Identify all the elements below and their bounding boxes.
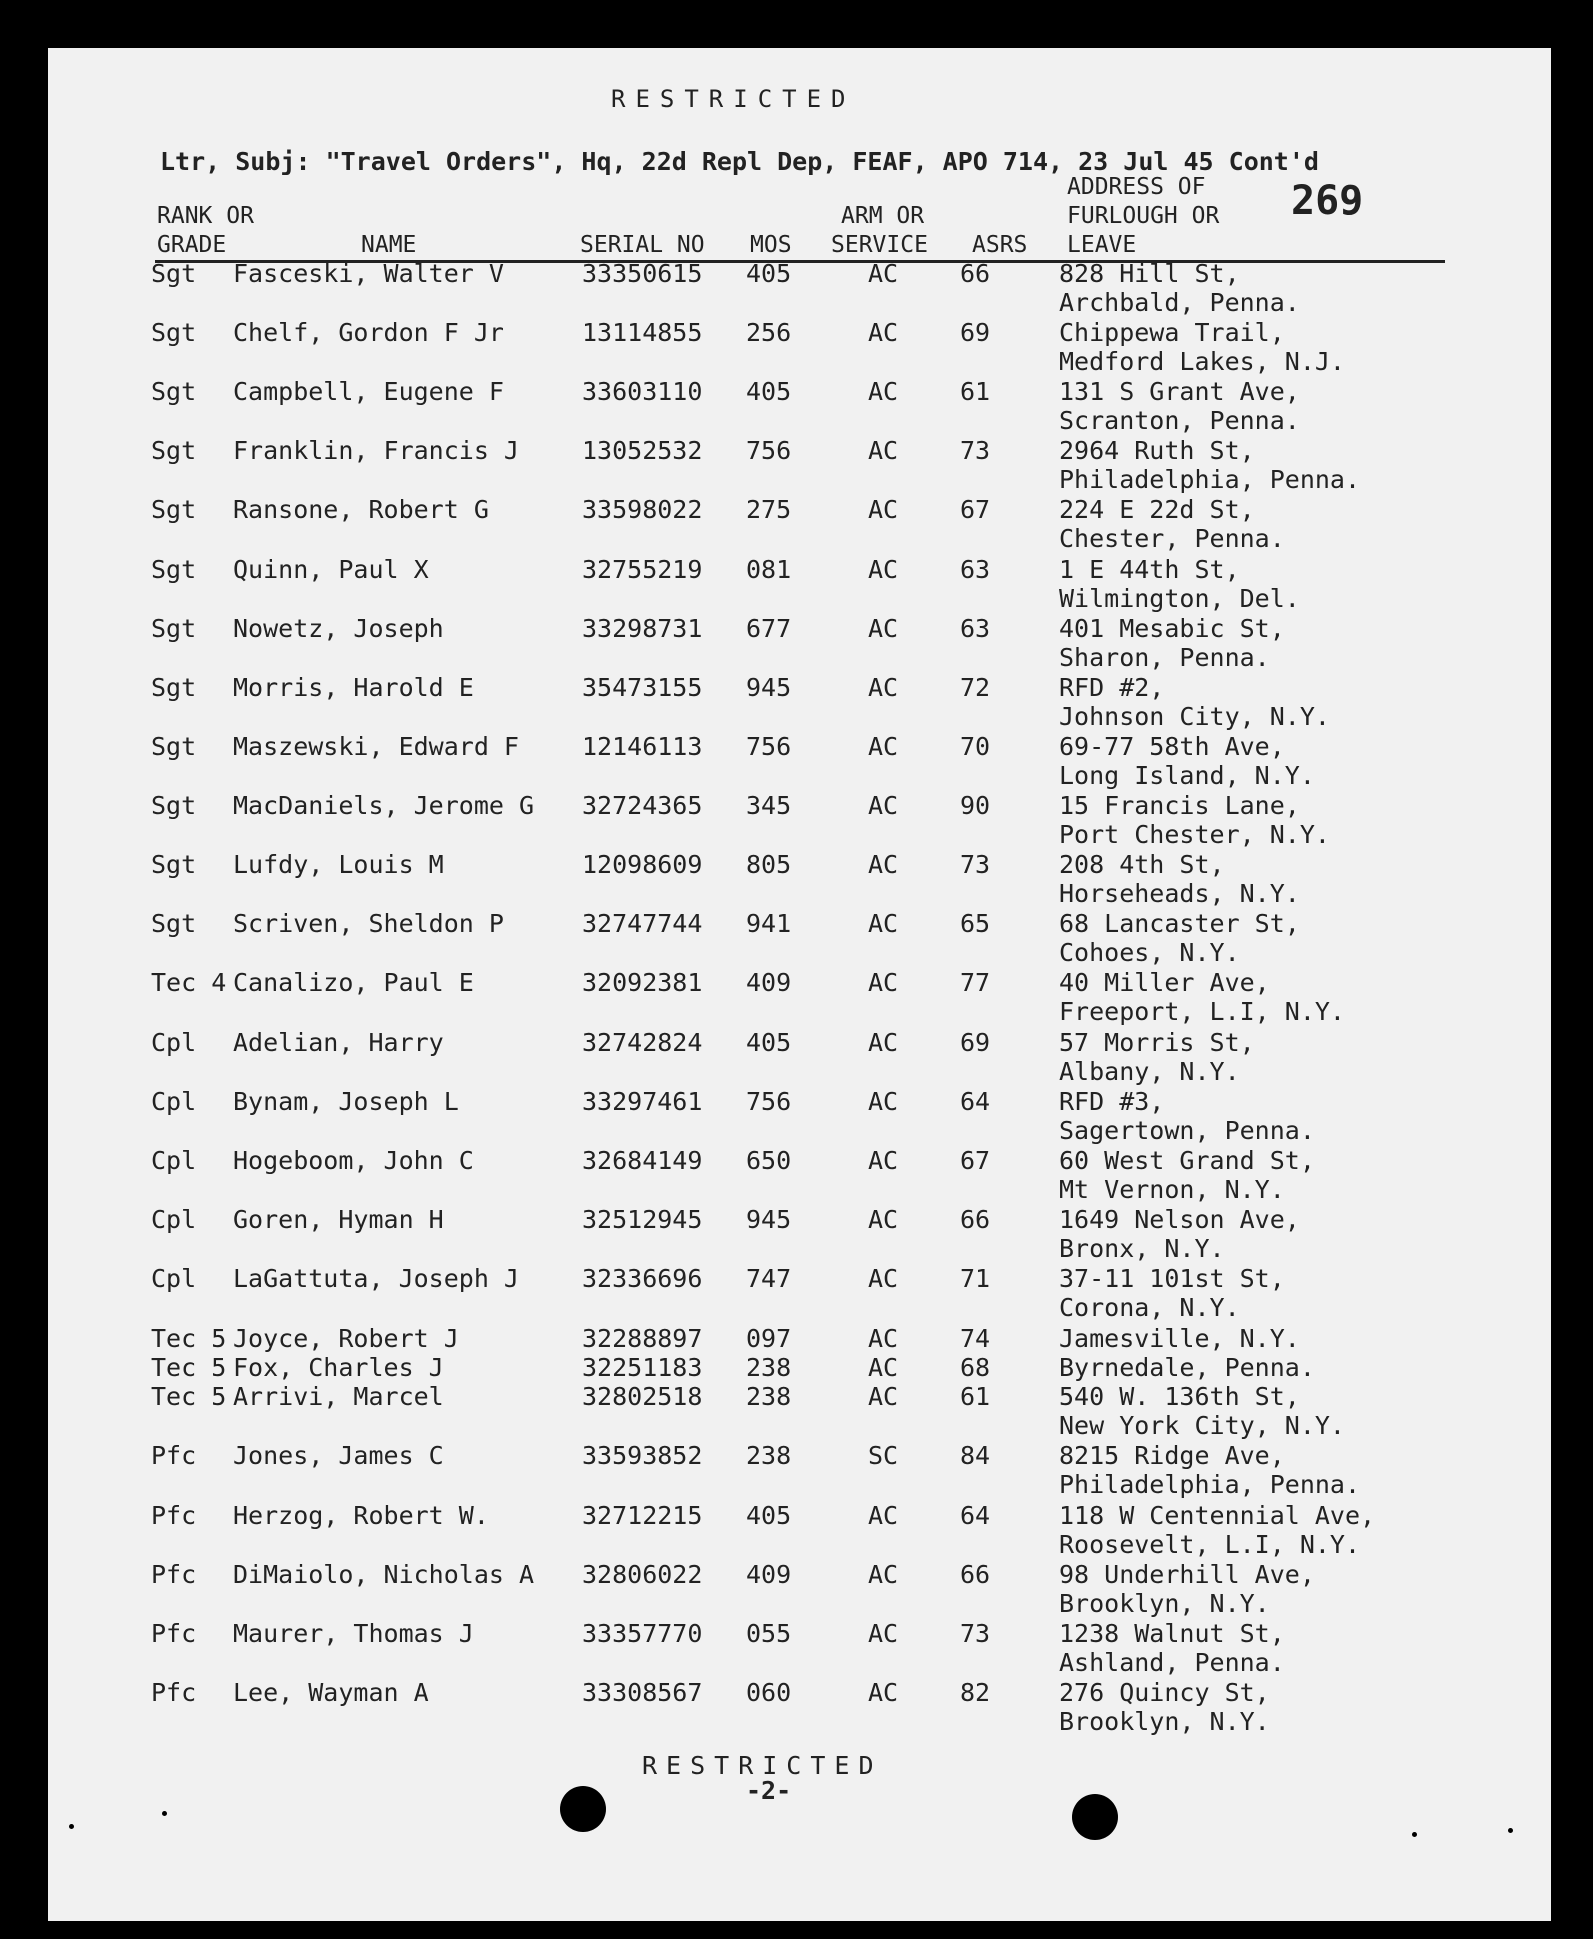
page-number-stamp: 269	[1291, 178, 1364, 224]
arm-cell: AC	[868, 259, 899, 288]
asrs-cell: 64	[960, 1087, 991, 1116]
address-line1-cell: 37-11 101st St,	[1059, 1264, 1285, 1293]
arm-cell: AC	[868, 1087, 899, 1116]
address-line2-cell: Brooklyn, N.Y.	[1059, 1589, 1270, 1618]
address-line2-cell: Sagertown, Penna.	[1059, 1116, 1315, 1145]
mos-cell: 345	[746, 791, 792, 820]
address-line1-cell: 40 Miller Ave,	[1059, 968, 1270, 997]
mos-cell: 677	[746, 614, 792, 643]
name-cell: Chelf, Gordon F Jr	[233, 318, 504, 347]
asrs-cell: 67	[960, 1146, 991, 1175]
name-cell: Fasceski, Walter V	[233, 259, 504, 288]
rank-cell: Pfc	[151, 1678, 197, 1707]
serial-cell: 33350615	[582, 259, 703, 288]
serial-cell: 33298731	[582, 614, 703, 643]
subject-line: Ltr, Subj: "Travel Orders", Hq, 22d Repl Dep, FEAF, APO 714, 23 Jul 45 Cont'd	[160, 147, 1319, 176]
serial-cell: 12098609	[582, 850, 703, 879]
column-header-name: NAME	[361, 232, 417, 258]
arm-cell: AC	[868, 1324, 899, 1353]
address-line2-cell: Chester, Penna.	[1059, 524, 1285, 553]
rank-cell: Tec 4	[151, 968, 227, 997]
address-line1-cell: 2964 Ruth St,	[1059, 436, 1255, 465]
column-header-arm-line1: ARM OR	[841, 203, 925, 229]
mos-cell: 275	[746, 495, 792, 524]
address-line2-cell: Port Chester, N.Y.	[1059, 820, 1330, 849]
serial-cell: 32747744	[582, 909, 703, 938]
name-cell: Joyce, Robert J	[233, 1324, 459, 1353]
arm-cell: AC	[868, 732, 899, 761]
punch-hole-left	[560, 1786, 606, 1832]
punch-hole-right	[1072, 1794, 1118, 1840]
arm-cell: AC	[868, 1028, 899, 1057]
column-header-serial: SERIAL NO	[580, 232, 705, 258]
arm-cell: AC	[868, 850, 899, 879]
arm-cell: AC	[868, 555, 899, 584]
arm-cell: AC	[868, 791, 899, 820]
rank-cell: Tec 5	[151, 1353, 227, 1382]
rank-cell: Sgt	[151, 850, 197, 879]
rank-cell: Cpl	[151, 1205, 197, 1234]
name-cell: Herzog, Robert W.	[233, 1501, 489, 1530]
rank-cell: Cpl	[151, 1028, 197, 1057]
serial-cell: 32336696	[582, 1264, 703, 1293]
rank-cell: Tec 5	[151, 1382, 227, 1411]
rank-cell: Cpl	[151, 1264, 197, 1293]
mos-cell: 097	[746, 1324, 792, 1353]
address-line2-cell: New York City, N.Y.	[1059, 1411, 1345, 1440]
classification-header: RESTRICTED	[611, 85, 856, 113]
serial-cell: 32684149	[582, 1146, 703, 1175]
asrs-cell: 82	[960, 1678, 991, 1707]
address-line1-cell: RFD #3,	[1059, 1087, 1165, 1116]
rank-cell: Sgt	[151, 377, 197, 406]
column-header-mos: MOS	[750, 232, 792, 258]
arm-cell: AC	[868, 377, 899, 406]
address-line2-cell: Bronx, N.Y.	[1059, 1234, 1225, 1263]
rank-cell: Pfc	[151, 1501, 197, 1530]
serial-cell: 33598022	[582, 495, 703, 524]
name-cell: Morris, Harold E	[233, 673, 474, 702]
serial-cell: 32512945	[582, 1205, 703, 1234]
name-cell: Jones, James C	[233, 1441, 444, 1470]
rank-cell: Sgt	[151, 495, 197, 524]
asrs-cell: 73	[960, 850, 991, 879]
column-header-address	[1067, 173, 1219, 260]
arm-cell: AC	[868, 1501, 899, 1530]
address-line2-cell: Archbald, Penna.	[1059, 288, 1300, 317]
address-line2-cell: Brooklyn, N.Y.	[1059, 1707, 1270, 1736]
mos-cell: 238	[746, 1353, 792, 1382]
rank-cell: Cpl	[151, 1087, 197, 1116]
serial-cell: 32755219	[582, 555, 703, 584]
asrs-cell: 63	[960, 614, 991, 643]
column-header-address-line1: ADDRESS OF	[1067, 174, 1206, 200]
address-line1-cell: 68 Lancaster St,	[1059, 909, 1300, 938]
asrs-cell: 70	[960, 732, 991, 761]
arm-cell: AC	[868, 1353, 899, 1382]
mos-cell: 409	[746, 968, 792, 997]
address-line2-cell: Horseheads, N.Y.	[1059, 879, 1300, 908]
name-cell: Lee, Wayman A	[233, 1678, 429, 1707]
asrs-cell: 74	[960, 1324, 991, 1353]
address-line1-cell: 15 Francis Lane,	[1059, 791, 1300, 820]
arm-cell: AC	[868, 1619, 899, 1648]
mos-cell: 945	[746, 673, 792, 702]
name-cell: Campbell, Eugene F	[233, 377, 504, 406]
address-line1-cell: 8215 Ridge Ave,	[1059, 1441, 1285, 1470]
asrs-cell: 72	[960, 673, 991, 702]
address-line1-cell: 1 E 44th St,	[1059, 555, 1240, 584]
serial-cell: 33357770	[582, 1619, 703, 1648]
column-header-address-line2: FURLOUGH OR	[1067, 203, 1220, 229]
asrs-cell: 66	[960, 1205, 991, 1234]
asrs-cell: 66	[960, 1560, 991, 1589]
serial-cell: 32724365	[582, 791, 703, 820]
mos-cell: 060	[746, 1678, 792, 1707]
mos-cell: 945	[746, 1205, 792, 1234]
address-line2-cell: Ashland, Penna.	[1059, 1648, 1285, 1677]
address-line2-cell: Mt Vernon, N.Y.	[1059, 1175, 1285, 1204]
serial-cell: 33603110	[582, 377, 703, 406]
rank-cell: Sgt	[151, 555, 197, 584]
rank-cell: Sgt	[151, 909, 197, 938]
arm-cell: AC	[868, 968, 899, 997]
asrs-cell: 73	[960, 1619, 991, 1648]
asrs-cell: 64	[960, 1501, 991, 1530]
speck	[1412, 1832, 1417, 1837]
rank-cell: Sgt	[151, 318, 197, 347]
arm-cell: AC	[868, 1205, 899, 1234]
name-cell: Quinn, Paul X	[233, 555, 429, 584]
mos-cell: 747	[746, 1264, 792, 1293]
address-line2-cell: Johnson City, N.Y.	[1059, 702, 1330, 731]
asrs-cell: 73	[960, 436, 991, 465]
rank-cell: Cpl	[151, 1146, 197, 1175]
serial-cell: 32742824	[582, 1028, 703, 1057]
address-line1-cell: 540 W. 136th St,	[1059, 1382, 1300, 1411]
address-line1-cell: 98 Underhill Ave,	[1059, 1560, 1315, 1589]
address-line2-cell: Corona, N.Y.	[1059, 1293, 1240, 1322]
address-line1-cell: 401 Mesabic St,	[1059, 614, 1285, 643]
asrs-cell: 84	[960, 1441, 991, 1470]
address-line2-cell: Philadelphia, Penna.	[1059, 465, 1361, 494]
arm-cell: AC	[868, 909, 899, 938]
name-cell: Goren, Hyman H	[233, 1205, 444, 1234]
name-cell: Adelian, Harry	[233, 1028, 444, 1057]
serial-cell: 33308567	[582, 1678, 703, 1707]
serial-cell: 32802518	[582, 1382, 703, 1411]
address-line1-cell: 224 E 22d St,	[1059, 495, 1255, 524]
address-line2-cell: Freeport, L.I, N.Y.	[1059, 997, 1345, 1026]
speck	[1508, 1828, 1513, 1833]
asrs-cell: 69	[960, 1028, 991, 1057]
address-line1-cell: 1649 Nelson Ave,	[1059, 1205, 1300, 1234]
mos-cell: 941	[746, 909, 792, 938]
arm-cell: AC	[868, 614, 899, 643]
name-cell: Maszewski, Edward F	[233, 732, 519, 761]
mos-cell: 405	[746, 259, 792, 288]
serial-cell: 32712215	[582, 1501, 703, 1530]
name-cell: Bynam, Joseph L	[233, 1087, 459, 1116]
column-header-asrs: ASRS	[972, 232, 1028, 258]
name-cell: Arrivi, Marcel	[233, 1382, 444, 1411]
arm-cell: AC	[868, 1678, 899, 1707]
address-line2-cell: Albany, N.Y.	[1059, 1057, 1240, 1086]
name-cell: Nowetz, Joseph	[233, 614, 444, 643]
name-cell: Maurer, Thomas J	[233, 1619, 474, 1648]
column-header-arm-line2: SERVICE	[831, 232, 928, 258]
mos-cell: 405	[746, 377, 792, 406]
mos-cell: 081	[746, 555, 792, 584]
asrs-cell: 77	[960, 968, 991, 997]
address-line1-cell: 131 S Grant Ave,	[1059, 377, 1300, 406]
serial-cell: 33593852	[582, 1441, 703, 1470]
column-header-arm	[831, 202, 928, 260]
speck	[69, 1824, 74, 1829]
rank-cell: Pfc	[151, 1441, 197, 1470]
speck	[162, 1811, 167, 1816]
rank-cell: Sgt	[151, 791, 197, 820]
name-cell: LaGattuta, Joseph J	[233, 1264, 519, 1293]
mos-cell: 756	[746, 732, 792, 761]
arm-cell: SC	[868, 1441, 899, 1470]
page-footer-number: -2-	[746, 1776, 792, 1805]
asrs-cell: 61	[960, 1382, 991, 1411]
column-header-address-line3: LEAVE	[1067, 232, 1137, 258]
address-line2-cell: Medford Lakes, N.J.	[1059, 347, 1345, 376]
asrs-cell: 66	[960, 259, 991, 288]
asrs-cell: 67	[960, 495, 991, 524]
mos-cell: 238	[746, 1382, 792, 1411]
arm-cell: AC	[868, 436, 899, 465]
name-cell: Hogeboom, John C	[233, 1146, 474, 1175]
address-line1-cell: 276 Quincy St,	[1059, 1678, 1270, 1707]
serial-cell: 35473155	[582, 673, 703, 702]
address-line1-cell: Chippewa Trail,	[1059, 318, 1285, 347]
address-line2-cell: Wilmington, Del.	[1059, 584, 1300, 613]
address-line2-cell: Philadelphia, Penna.	[1059, 1470, 1361, 1499]
mos-cell: 756	[746, 436, 792, 465]
arm-cell: AC	[868, 1146, 899, 1175]
rank-cell: Sgt	[151, 732, 197, 761]
column-header-rank	[157, 202, 254, 260]
mos-cell: 650	[746, 1146, 792, 1175]
address-line1-cell: 57 Morris St,	[1059, 1028, 1255, 1057]
rank-cell: Sgt	[151, 614, 197, 643]
rank-cell: Sgt	[151, 259, 197, 288]
document-page	[48, 48, 1551, 1921]
rank-cell: Sgt	[151, 436, 197, 465]
serial-cell: 13114855	[582, 318, 703, 347]
address-line1-cell: Byrnedale, Penna.	[1059, 1353, 1315, 1382]
mos-cell: 405	[746, 1501, 792, 1530]
asrs-cell: 65	[960, 909, 991, 938]
address-line1-cell: 828 Hill St,	[1059, 259, 1240, 288]
serial-cell: 12146113	[582, 732, 703, 761]
name-cell: MacDaniels, Jerome G	[233, 791, 535, 820]
serial-cell: 32806022	[582, 1560, 703, 1589]
name-cell: Franklin, Francis J	[233, 436, 519, 465]
column-header-rank-line2: GRADE	[157, 232, 227, 258]
mos-cell: 756	[746, 1087, 792, 1116]
mos-cell: 256	[746, 318, 792, 347]
rank-cell: Tec 5	[151, 1324, 227, 1353]
name-cell: Ransone, Robert G	[233, 495, 489, 524]
serial-cell: 33297461	[582, 1087, 703, 1116]
mos-cell: 238	[746, 1441, 792, 1470]
mos-cell: 405	[746, 1028, 792, 1057]
name-cell: Canalizo, Paul E	[233, 968, 474, 997]
classification-footer: RESTRICTED	[642, 1751, 883, 1780]
name-cell: DiMaiolo, Nicholas A	[233, 1560, 535, 1589]
asrs-cell: 68	[960, 1353, 991, 1382]
serial-cell: 32251183	[582, 1353, 703, 1382]
address-line1-cell: RFD #2,	[1059, 673, 1165, 702]
rank-cell: Sgt	[151, 673, 197, 702]
address-line1-cell: 208 4th St,	[1059, 850, 1225, 879]
asrs-cell: 69	[960, 318, 991, 347]
address-line1-cell: 1238 Walnut St,	[1059, 1619, 1285, 1648]
address-line1-cell: 69-77 58th Ave,	[1059, 732, 1285, 761]
asrs-cell: 63	[960, 555, 991, 584]
asrs-cell: 61	[960, 377, 991, 406]
address-line1-cell: Jamesville, N.Y.	[1059, 1324, 1300, 1353]
address-line2-cell: Long Island, N.Y.	[1059, 761, 1315, 790]
arm-cell: AC	[868, 1560, 899, 1589]
arm-cell: AC	[868, 1264, 899, 1293]
address-line1-cell: 60 West Grand St,	[1059, 1146, 1315, 1175]
mos-cell: 409	[746, 1560, 792, 1589]
address-line2-cell: Cohoes, N.Y.	[1059, 938, 1240, 967]
asrs-cell: 71	[960, 1264, 991, 1293]
address-line2-cell: Sharon, Penna.	[1059, 643, 1270, 672]
address-line2-cell: Scranton, Penna.	[1059, 406, 1300, 435]
arm-cell: AC	[868, 495, 899, 524]
mos-cell: 805	[746, 850, 792, 879]
serial-cell: 32092381	[582, 968, 703, 997]
mos-cell: 055	[746, 1619, 792, 1648]
rank-cell: Pfc	[151, 1560, 197, 1589]
asrs-cell: 90	[960, 791, 991, 820]
serial-cell: 32288897	[582, 1324, 703, 1353]
address-line1-cell: 118 W Centennial Ave,	[1059, 1501, 1376, 1530]
arm-cell: AC	[868, 318, 899, 347]
serial-cell: 13052532	[582, 436, 703, 465]
rank-cell: Pfc	[151, 1619, 197, 1648]
name-cell: Fox, Charles J	[233, 1353, 444, 1382]
column-header-rank-line1: RANK OR	[157, 203, 254, 229]
arm-cell: AC	[868, 1382, 899, 1411]
name-cell: Lufdy, Louis M	[233, 850, 444, 879]
address-line2-cell: Roosevelt, L.I, N.Y.	[1059, 1530, 1361, 1559]
name-cell: Scriven, Sheldon P	[233, 909, 504, 938]
arm-cell: AC	[868, 673, 899, 702]
